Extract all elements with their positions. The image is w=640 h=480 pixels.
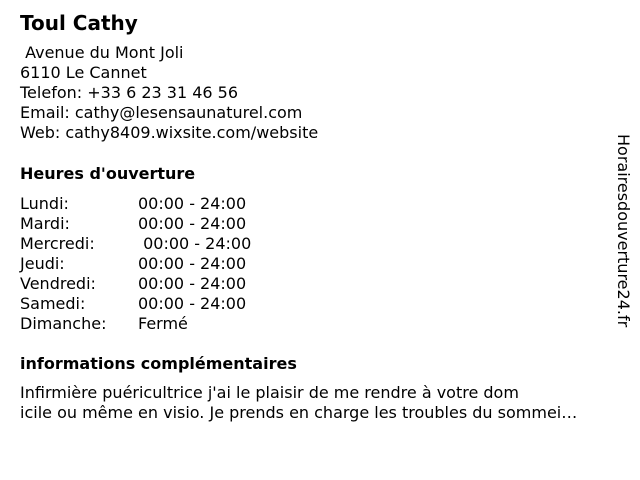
- website-address: Web: cathy8409.wixsite.com/website: [20, 123, 319, 142]
- hours-row-friday: [20, 274, 280, 294]
- hours-row-sunday: [20, 314, 280, 334]
- day-label: Mardi:: [20, 214, 70, 233]
- time-value: 00:00 - 24:00: [138, 194, 247, 213]
- additional-info-text: [20, 383, 635, 423]
- time-value: 00:00 - 24:00: [138, 214, 247, 233]
- description-line: icile ou même en visio. Je prends en charge les troubles du sommei…: [20, 403, 578, 422]
- day-label: Lundi:: [20, 194, 69, 213]
- phone-number: Telefon: +33 6 23 31 46 56: [20, 83, 239, 102]
- additional-info-heading: informations complémentaires: [20, 354, 297, 373]
- time-value: 00:00 - 24:00: [138, 254, 247, 273]
- day-label: Samedi:: [20, 294, 86, 313]
- time-value: Fermé: [138, 314, 188, 333]
- hours-row-saturday: [20, 294, 280, 314]
- postal-city: 6110 Le Cannet: [20, 63, 147, 82]
- hours-row-tuesday: [20, 214, 280, 234]
- time-value: 00:00 - 24:00: [138, 234, 252, 253]
- hours-row-monday: [20, 194, 280, 214]
- contact-block: [20, 43, 318, 143]
- day-label: Jeudi:: [20, 254, 65, 273]
- day-label: Mercredi:: [20, 234, 95, 253]
- day-label: Vendredi:: [20, 274, 96, 293]
- site-watermark-label: Horairesdouverture24.fr: [614, 134, 633, 328]
- hours-row-thursday: [20, 254, 280, 274]
- time-value: 00:00 - 24:00: [138, 294, 247, 313]
- day-label: Dimanche:: [20, 314, 107, 333]
- business-name: Toul Cathy: [20, 11, 138, 35]
- email-address: Email: cathy@lesensaunaturel.com: [20, 103, 303, 122]
- description-line: Infirmière puéricultrice j'ai le plaisir de me rendre à votre dom: [20, 383, 519, 402]
- time-value: 00:00 - 24:00: [138, 274, 247, 293]
- opening-hours-heading: Heures d'ouverture: [20, 164, 196, 183]
- street-address: Avenue du Mont Joli: [20, 43, 184, 62]
- opening-hours-table: [20, 194, 280, 334]
- hours-row-wednesday: [20, 234, 280, 254]
